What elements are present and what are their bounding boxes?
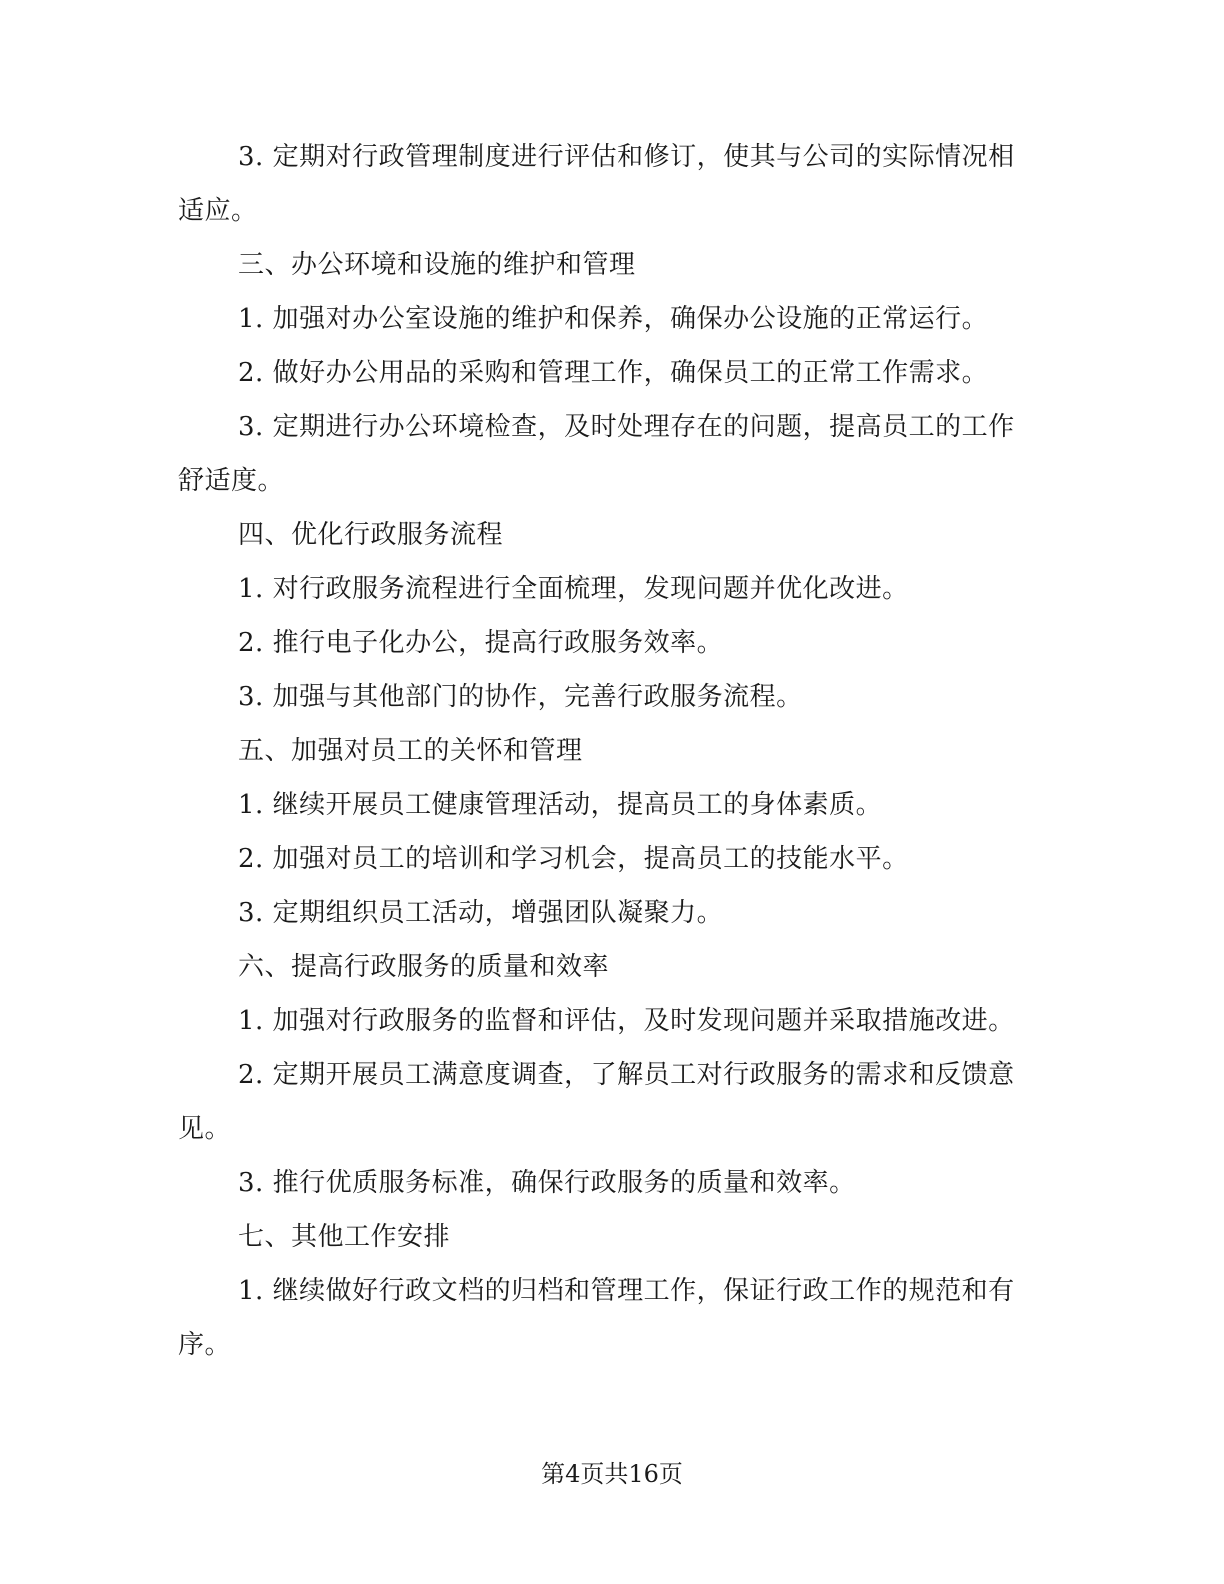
paragraph: 3. 加强与其他部门的协作，完善行政服务流程。 [238, 682, 803, 712]
page-number-footer: 第4页共16页 [541, 1460, 683, 1488]
paragraph: 3. 推行优质服务标准，确保行政服务的质量和效率。 [238, 1168, 856, 1198]
paragraph: 3. 定期进行办公环境检查，及时处理存在的问题，提高员工的工作舒适度。 [178, 412, 1015, 496]
paragraph: 2. 加强对员工的培训和学习机会，提高员工的技能水平。 [238, 844, 909, 874]
paragraph: 3. 定期对行政管理制度进行评估和修订，使其与公司的实际情况相适应。 [178, 142, 1015, 226]
paragraph: 2. 做好办公用品的采购和管理工作，确保员工的正常工作需求。 [238, 358, 989, 388]
section-heading: 三、办公环境和设施的维护和管理 [238, 250, 636, 280]
paragraph: 3. 定期组织员工活动，增强团队凝聚力。 [238, 898, 724, 928]
paragraph: 1. 继续开展员工健康管理活动，提高员工的身体素质。 [238, 790, 883, 820]
section-heading: 六、提高行政服务的质量和效率 [238, 952, 610, 982]
paragraph: 1. 加强对办公室设施的维护和保养，确保办公设施的正常运行。 [238, 304, 989, 334]
document-body [178, 130, 1038, 1372]
section-heading: 四、优化行政服务流程 [238, 520, 504, 550]
paragraph: 2. 推行电子化办公，提高行政服务效率。 [238, 628, 724, 658]
paragraph: 1. 对行政服务流程进行全面梳理，发现问题并优化改进。 [238, 574, 909, 604]
section-heading: 五、加强对员工的关怀和管理 [238, 736, 583, 766]
paragraph: 1. 加强对行政服务的监督和评估，及时发现问题并采取措施改进。 [238, 1006, 1015, 1036]
paragraph: 2. 定期开展员工满意度调查，了解员工对行政服务的需求和反馈意见。 [178, 1060, 1015, 1144]
section-heading: 七、其他工作安排 [238, 1222, 451, 1252]
paragraph: 1. 继续做好行政文档的归档和管理工作，保证行政工作的规范和有序。 [178, 1276, 1015, 1360]
